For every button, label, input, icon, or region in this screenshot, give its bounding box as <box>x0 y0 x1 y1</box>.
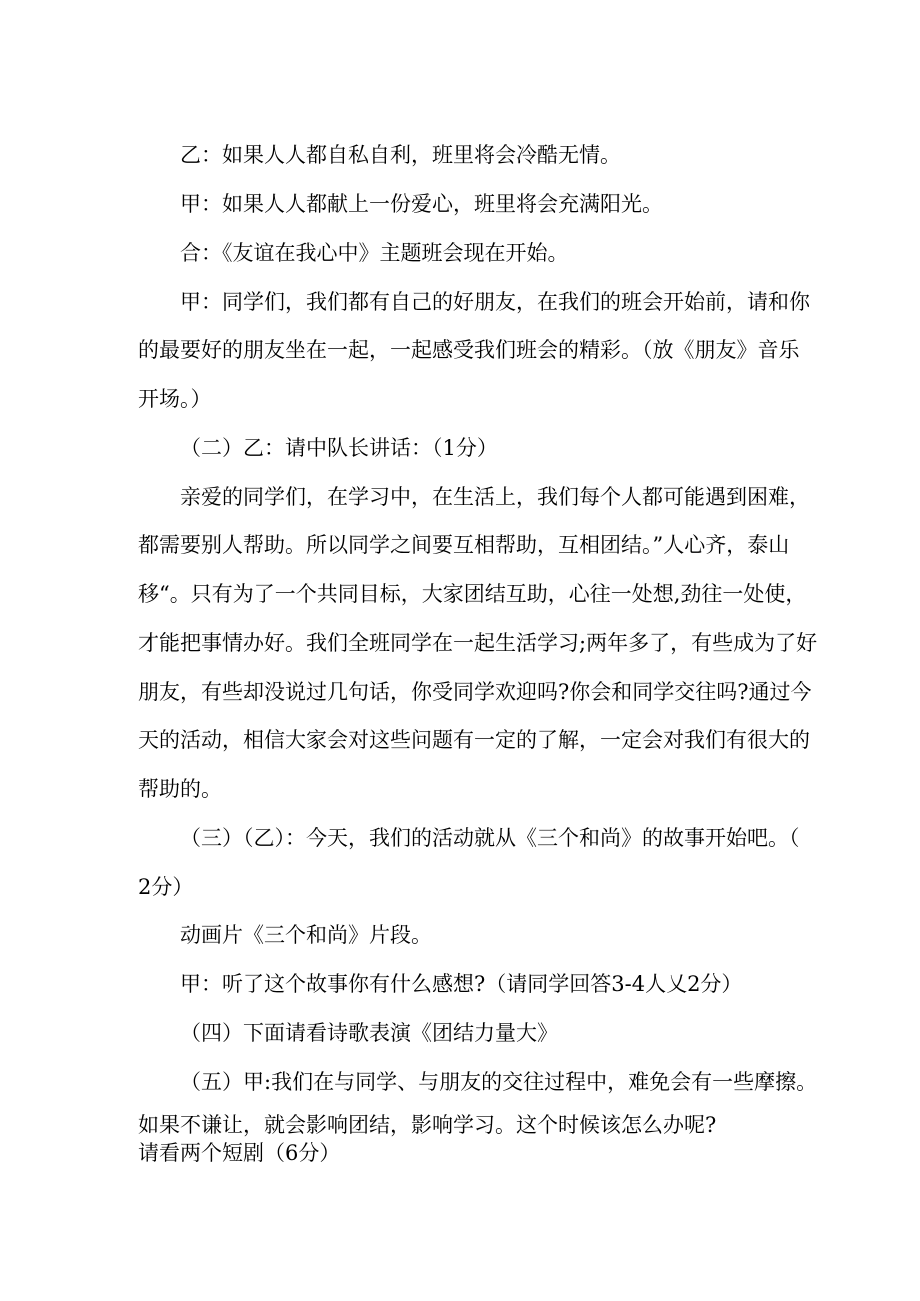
text-line: 帮助的。 <box>138 777 222 801</box>
text-line: 动画片《三个和尚》片段。 <box>180 923 432 947</box>
text-line: （二）乙：请中队长讲话：（1分） <box>180 436 498 460</box>
text-line: 甲：如果人人都献上一份爱心，班里将会充满阳光。 <box>180 192 663 216</box>
text-line: 合：《友谊在我心中》主题班会现在开始。 <box>180 241 569 265</box>
text-line: （四）下面请看诗歌表演《团结力量大》 <box>180 1021 558 1045</box>
text-line: 亲爱的同学们，在学习中，在生活上，我们每个人都可能遇到困难， <box>180 485 810 509</box>
text-line: 移“。只有为了一个共同目标，大家团结互助，心往一处想,劲往一处使， <box>138 582 807 606</box>
text-line: 甲：听了这个故事你有什么感想?（请同学回答3-4人乂2分） <box>180 972 743 996</box>
text-line: 2分） <box>138 875 194 899</box>
text-line: 的最要好的朋友坐在一起，一起感受我们班会的精彩。（放《朋友》音乐 <box>138 338 800 362</box>
text-line: 天的活动，相信大家会对这些问题有一定的了解，一定会对我们有很大的 <box>138 728 810 752</box>
text-line: （三）（乙）：今天，我们的活动就从《三个和尚》的故事开始吧。（ <box>180 826 800 850</box>
text-line: 才能把事情办好。我们全班同学在一起生活学习;两年多了，有些成为了好 <box>138 631 818 655</box>
text-line: 请看两个短剧（6分） <box>138 1141 341 1165</box>
text-line: 如果不谦让，就会影响团结，影响学习。这个时候该怎么办呢? <box>138 1113 717 1137</box>
text-line: 朋友，有些却没说过几句话，你受同学欢迎吗?你会和同学交往吗?通过今 <box>138 680 812 704</box>
text-line: （五）甲:我们在与同学、与朋友的交往过程中，难免会有一些摩擦。 <box>180 1070 818 1094</box>
text-line: 开场。） <box>138 387 212 411</box>
text-line: 都需要别人帮助。所以同学之间要互相帮助，互相团结。”人心齐，泰山 <box>138 533 790 557</box>
text-line: 乙：如果人人都自私自利，班里将会冷酷无情。 <box>180 143 621 167</box>
text-line: 甲：同学们，我们都有自己的好朋友，在我们的班会开始前，请和你 <box>180 290 810 314</box>
